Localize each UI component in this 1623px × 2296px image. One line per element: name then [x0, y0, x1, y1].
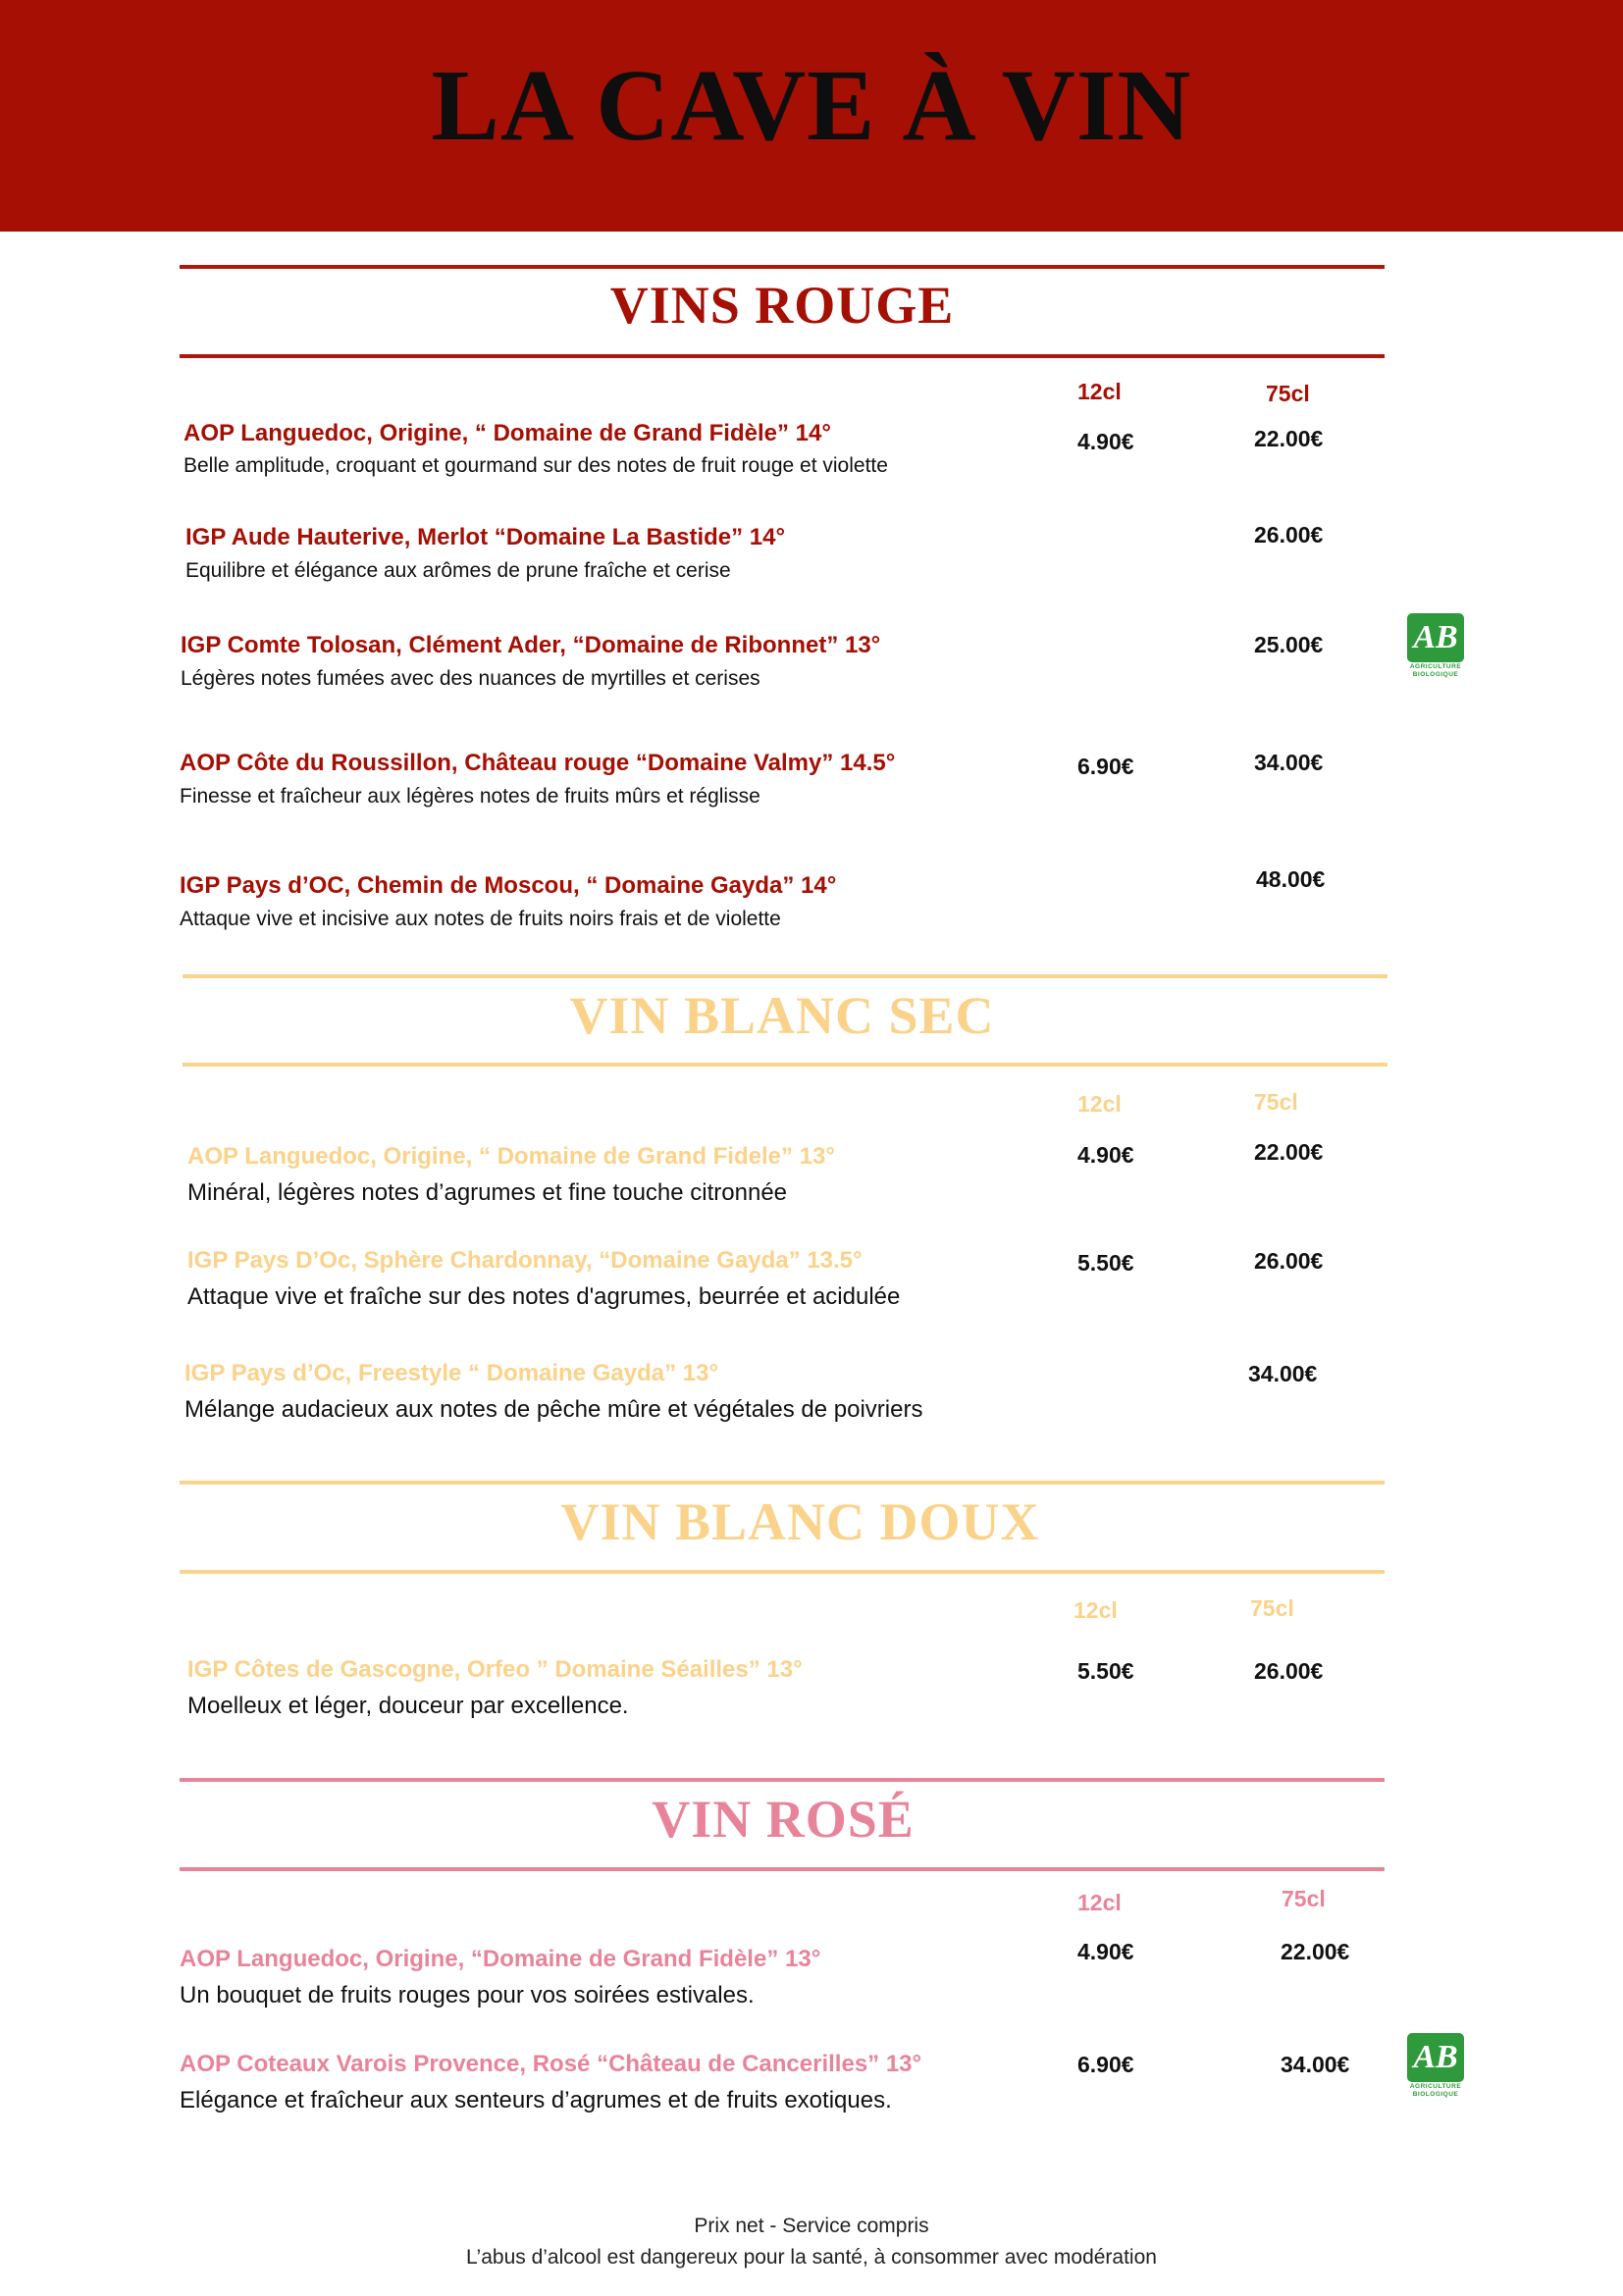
wine-desc: Belle amplitude, croquant et gourmand sur des notes de fruit rouge et violette	[183, 454, 888, 477]
rose-col-12cl: 12cl	[1077, 1890, 1122, 1915]
footer-alcohol-warning: L’abus d’alcool est dangereux pour la santé, à consommer avec modération	[466, 2246, 1157, 2269]
organic-ab-caption	[1407, 663, 1464, 679]
wine-desc: Moelleux et léger, douceur par excellence.	[187, 1693, 629, 1719]
price-75cl: 22.00€	[1254, 426, 1324, 451]
wine-name: IGP Côtes de Gascogne, Orfeo ” Domaine Séailles” 13°	[187, 1656, 803, 1683]
price-12cl: 4.90€	[1077, 1142, 1134, 1168]
section-title-blanc-doux: VIN BLANC DOUX	[560, 1492, 1040, 1551]
wine-desc: Légères notes fumées avec des nuances de myrtilles et cerises	[181, 667, 760, 690]
blanc-sec-bottom-rule	[183, 1063, 1387, 1067]
organic-ab-mark: AB	[1407, 613, 1464, 662]
blanc-sec-col-12cl: 12cl	[1077, 1091, 1122, 1117]
rose-bottom-rule	[180, 1867, 1385, 1871]
header-banner	[0, 0, 1623, 232]
wine-name: AOP Languedoc, Origine, “ Domaine de Grand Fidèle” 14°	[183, 420, 831, 446]
price-12cl: 6.90€	[1077, 2052, 1134, 2077]
rose-col-75cl: 75cl	[1282, 1886, 1326, 1911]
blanc-doux-bottom-rule	[180, 1570, 1385, 1574]
wine-desc: Elégance et fraîcheur aux senteurs d’agrumes et de fruits exotiques.	[180, 2087, 892, 2113]
wine-name: AOP Côte du Roussillon, Château rouge “Domaine Valmy” 14.5°	[180, 750, 896, 776]
rouge-col-12cl: 12cl	[1077, 379, 1122, 404]
section-title-rose: VIN ROSÉ	[652, 1790, 915, 1849]
wine-desc: Mélange audacieux aux notes de pêche mûre et végétales de poivriers	[184, 1396, 923, 1423]
organic-ab-icon	[1407, 613, 1464, 680]
wine-name: AOP Languedoc, Origine, “Domaine de Grand Fidèle” 13°	[180, 1946, 821, 1972]
rouge-bottom-rule	[180, 354, 1385, 358]
organic-ab-icon	[1407, 2033, 1464, 2100]
wine-desc: Attaque vive et fraîche sur des notes d'agrumes, beurrée et acidulée	[187, 1283, 901, 1310]
organic-ab-mark: AB	[1407, 2033, 1464, 2082]
wine-desc: Un bouquet de fruits rouges pour vos soirées estivales.	[180, 1982, 755, 2009]
rouge-top-rule	[180, 265, 1385, 269]
organic-ab-caption	[1407, 2083, 1464, 2099]
section-title-blanc-sec: VIN BLANC SEC	[569, 986, 995, 1045]
organic-caption-1: AGRICULTURE	[1409, 2083, 1462, 2090]
wine-name: IGP Pays d’OC, Chemin de Moscou, “ Domaine Gayda” 14°	[180, 872, 837, 899]
organic-caption-2: BIOLOGIQUE	[1412, 671, 1459, 678]
blanc-doux-top-rule	[180, 1481, 1385, 1485]
price-75cl: 22.00€	[1281, 1939, 1350, 1964]
price-12cl: 4.90€	[1077, 429, 1134, 454]
section-title-rouge: VINS ROUGE	[609, 276, 955, 335]
price-75cl: 34.00€	[1248, 1361, 1318, 1386]
price-75cl: 34.00€	[1281, 2052, 1350, 2077]
wine-desc: Equilibre et élégance aux arômes de prune fraîche et cerise	[185, 559, 731, 582]
price-75cl: 26.00€	[1254, 522, 1324, 548]
wine-name: IGP Pays D’Oc, Sphère Chardonnay, “Domaine Gayda” 13.5°	[187, 1247, 863, 1274]
wine-name: IGP Aude Hauterive, Merlot “Domaine La Bastide” 14°	[185, 524, 786, 550]
page-title: LA CAVE À VIN	[431, 49, 1192, 162]
wine-name: IGP Pays d’Oc, Freestyle “ Domaine Gayda” 13°	[184, 1360, 719, 1386]
rose-top-rule	[180, 1778, 1385, 1782]
blanc-sec-top-rule	[183, 974, 1387, 978]
blanc-doux-col-75cl: 75cl	[1250, 1595, 1294, 1621]
wine-name: IGP Comte Tolosan, Clément Ader, “Domaine de Ribonnet” 13°	[181, 632, 881, 658]
price-12cl: 6.90€	[1077, 754, 1134, 779]
wine-desc: Minéral, légères notes d’agrumes et fine touche citronnée	[187, 1179, 788, 1206]
footer-price-note: Prix net - Service compris	[694, 2215, 929, 2237]
wine-name: AOP Coteaux Varois Provence, Rosé “Château de Cancerilles” 13°	[180, 2051, 922, 2077]
wine-desc: Attaque vive et incisive aux notes de fruits noirs frais et de violette	[180, 908, 781, 930]
blanc-sec-col-75cl: 75cl	[1254, 1089, 1298, 1115]
price-75cl: 26.00€	[1254, 1658, 1324, 1684]
price-12cl: 4.90€	[1077, 1939, 1134, 1964]
price-75cl: 26.00€	[1254, 1248, 1324, 1274]
price-75cl: 25.00€	[1254, 632, 1324, 657]
price-75cl: 48.00€	[1256, 866, 1326, 892]
organic-caption-2: BIOLOGIQUE	[1412, 2091, 1459, 2098]
price-75cl: 34.00€	[1254, 750, 1324, 775]
price-75cl: 22.00€	[1254, 1139, 1324, 1165]
organic-caption-1: AGRICULTURE	[1409, 663, 1462, 670]
price-12cl: 5.50€	[1077, 1658, 1134, 1684]
wine-desc: Finesse et fraîcheur aux légères notes de fruits mûrs et réglisse	[180, 785, 760, 808]
wine-name: AOP Languedoc, Origine, “ Domaine de Grand Fidele” 13°	[187, 1143, 835, 1170]
blanc-doux-col-12cl: 12cl	[1073, 1597, 1118, 1623]
price-12cl: 5.50€	[1077, 1250, 1134, 1276]
rouge-col-75cl: 75cl	[1266, 381, 1310, 406]
